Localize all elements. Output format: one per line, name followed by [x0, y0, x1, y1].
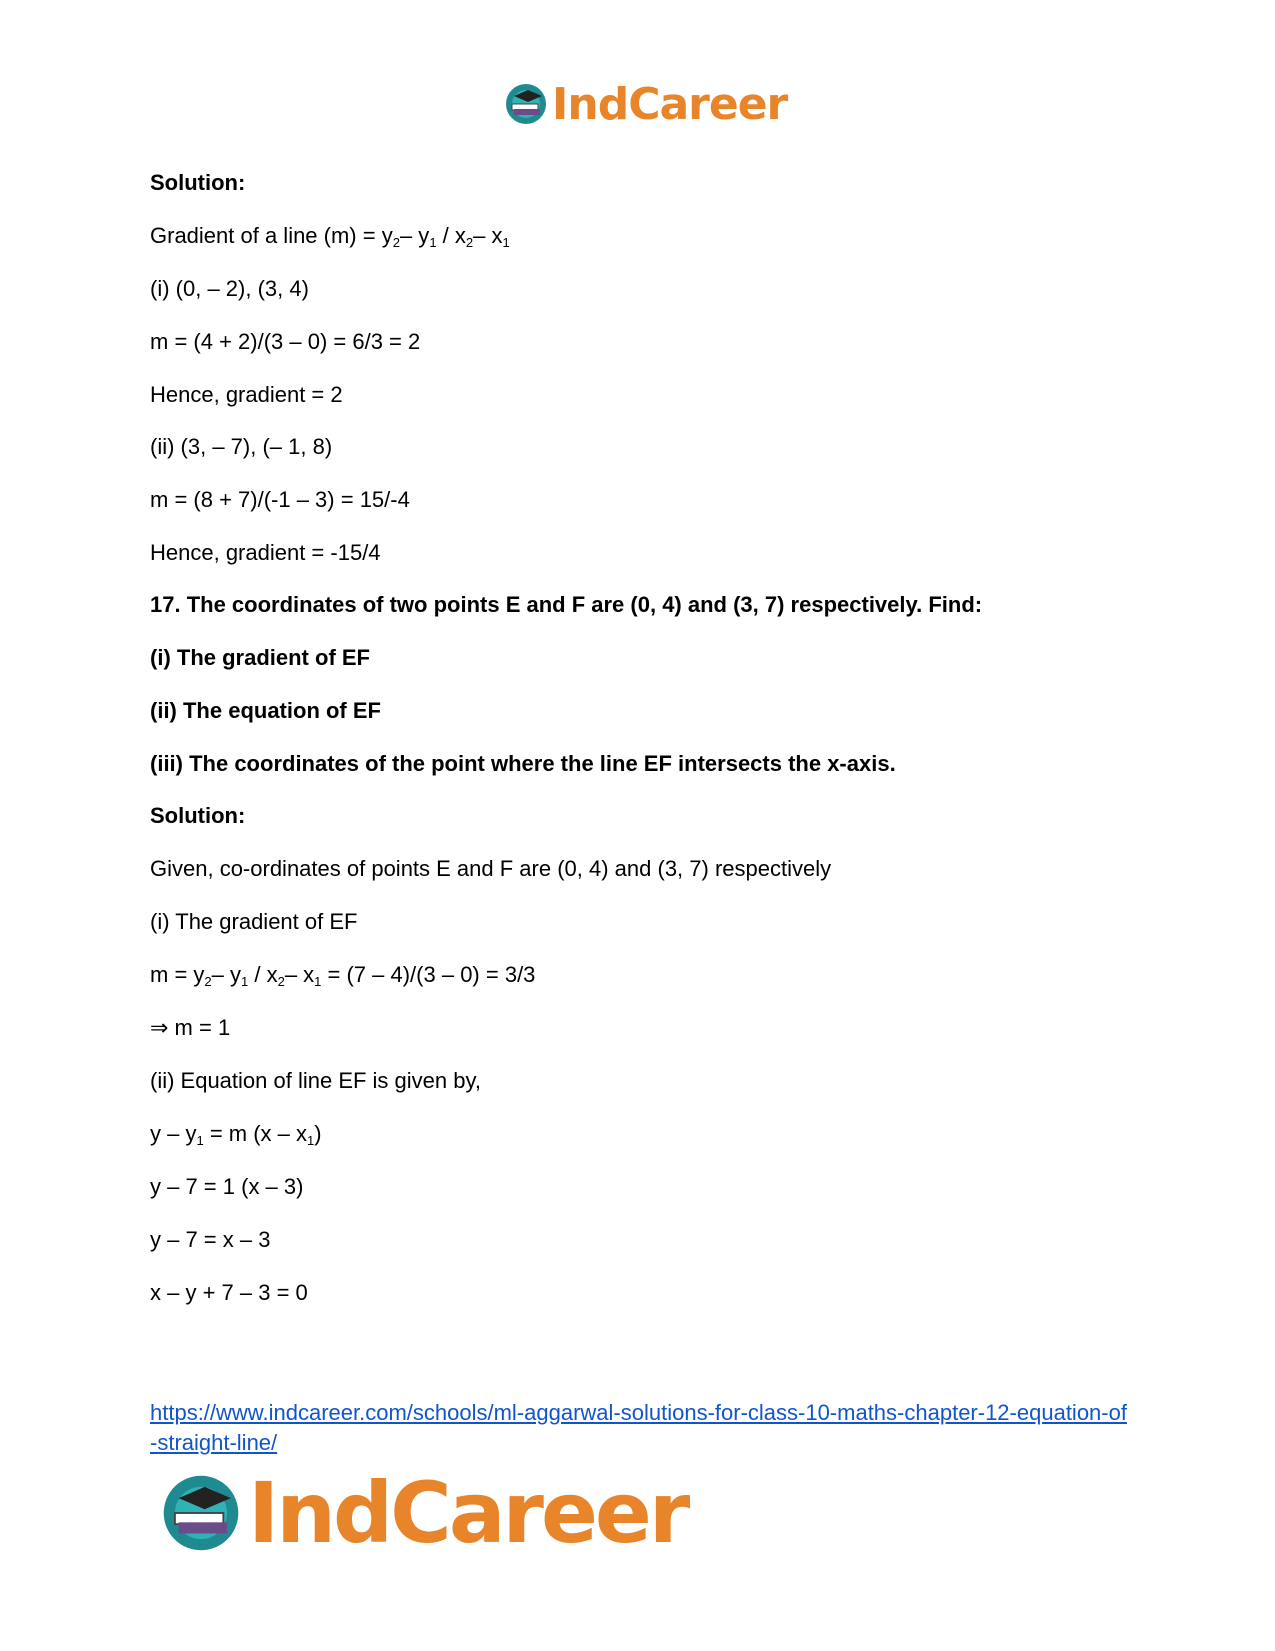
- part-ii-calculation: m = (8 + 7)/(-1 – 3) = 15/-4: [150, 487, 410, 512]
- given-statement: Given, co-ordinates of points E and F are (0, 4) and (3, 7) respectively: [150, 856, 832, 881]
- question-17: 17. The coordinates of two points E and F are (0, 4) and (3, 7) respectively. Find:: [150, 592, 983, 617]
- part-i-calculation: m = (4 + 2)/(3 – 0) = 6/3 = 2: [150, 329, 421, 354]
- part-ii-label: (ii) Equation of line EF is given by,: [150, 1068, 481, 1093]
- part-ii-result: Hence, gradient = -15/4: [150, 540, 381, 565]
- part-i-points: (i) (0, – 2), (3, 4): [150, 276, 309, 301]
- part-ii-points: (ii) (3, – 7), (– 1, 8): [150, 434, 333, 459]
- point-slope-formula: $y - y_1 = m$ $(x - x_1)$: [150, 1121, 322, 1148]
- question-17-part-ii: (ii) The equation of EF: [150, 698, 381, 723]
- part-i-label: (i) The gradient of EF: [150, 909, 358, 934]
- graduation-globe-icon: [160, 1472, 242, 1554]
- source-link[interactable]: https://www.indcareer.com/schools/ml-aggarwal-solutions-for-class-10-maths-chapter-12-equation-of-straight-line/: [150, 1400, 1127, 1455]
- gradient-ef-result: ⇒ m = 1: [150, 1015, 231, 1040]
- footer-logo: [160, 1464, 688, 1562]
- solution-heading: Solution:: [150, 170, 246, 195]
- solution-heading-2: Solution:: [150, 803, 246, 828]
- question-17-part-i: (i) The gradient of EF: [150, 645, 370, 670]
- gradient-formula: Gradient of a line $(m) = y_2-$ $y_1 / x_2-$ $x_1$: [150, 223, 510, 250]
- part-i-result: Hence, gradient = 2: [150, 382, 343, 407]
- equation-step-2: y – 7 = x – 3: [150, 1227, 271, 1252]
- footer-logo-text: IndCareer: [248, 1464, 688, 1562]
- equation-step-1: y – 7 = 1 (x – 3): [150, 1174, 304, 1199]
- gradient-ef-calculation: $m = y_2-$ $y_1 / x_2-$ $x_1 = (7 - 4)/(3 - 0) = 3/3$: [150, 962, 536, 989]
- equation-step-3: x – y + 7 – 3 = 0: [150, 1280, 308, 1305]
- question-17-part-iii: (iii) The coordinates of the point where the line EF intersects the x-axis.: [150, 751, 896, 776]
- header-logo-text: IndCareer: [552, 78, 788, 130]
- header-logo: [504, 78, 787, 130]
- graduation-globe-icon: [504, 82, 548, 126]
